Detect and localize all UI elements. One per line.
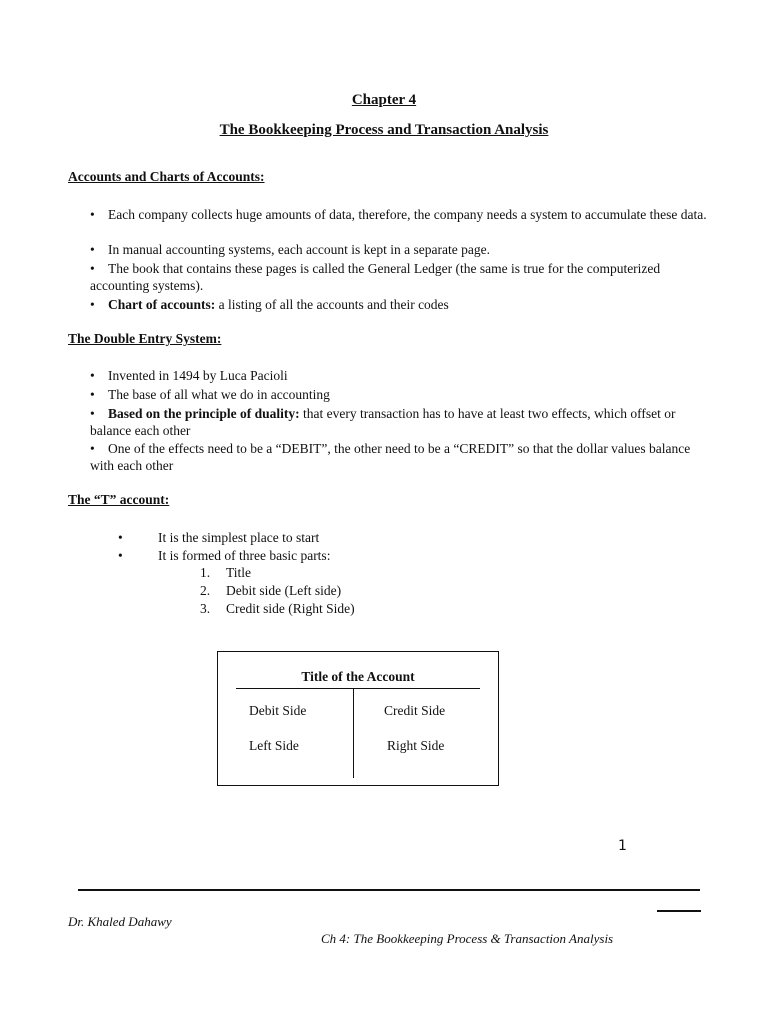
footer-divider-short [657, 910, 701, 912]
t-account-horizontal-line [236, 688, 480, 689]
numbered-item [200, 582, 341, 599]
term-label: Based on the principle of duality: [108, 406, 300, 421]
item-number: 3. [200, 601, 211, 616]
left-side-label: Left Side [249, 738, 299, 753]
bullet-icon: • [90, 207, 95, 222]
list-item [90, 367, 710, 384]
list-item [118, 529, 638, 546]
item-number: 1. [200, 565, 211, 580]
list-item-text: In manual accounting systems, each account is kept in a separate page. [108, 242, 490, 257]
bullet-icon: • [118, 530, 123, 545]
list-item-text: Invented in 1494 by Luca Pacioli [108, 368, 288, 383]
chapter-title: Chapter 4 [351, 92, 417, 108]
list-item [90, 241, 710, 258]
right-side-label: Right Side [387, 738, 445, 753]
item-number: 2. [200, 583, 211, 598]
section-heading-t-account: The “T” account: [68, 492, 170, 507]
footer-divider [78, 889, 700, 891]
list-item-text: It is the simplest place to start [158, 530, 320, 545]
list-item [90, 405, 710, 439]
t-account-vertical-line [353, 689, 354, 778]
bullet-icon: • [90, 387, 95, 402]
document-title: The Bookkeeping Process and Transaction Analysis [219, 122, 549, 138]
bullet-icon: • [90, 406, 95, 421]
list-item-text: that every transaction has to have at least two effects, which offset or balance each other [90, 406, 676, 438]
bullet-icon: • [118, 548, 123, 563]
numbered-item-text: Debit side (Left side) [226, 583, 342, 598]
section-heading-accounts: Accounts and Charts of Accounts: [68, 169, 265, 184]
list-item-text: The base of all what we do in accounting [108, 387, 330, 402]
page-number: 1 [618, 838, 627, 854]
list-item-text: One of the effects need to be a “DEBIT”, the other need to be a “CREDIT” so that the dollar values balance with each other [90, 441, 691, 473]
bullet-icon: • [90, 261, 95, 276]
list-item [118, 547, 638, 564]
list-item [90, 386, 710, 403]
list-item-text: Each company collects huge amounts of data, therefore, the company needs a system to accumulate these data. [108, 207, 707, 222]
t-account-title: Title of the Account [301, 669, 415, 684]
bullet-icon: • [90, 441, 95, 456]
bullet-icon: • [90, 368, 95, 383]
credit-side-label: Credit Side [384, 703, 446, 718]
bullet-icon: • [90, 297, 95, 312]
debit-side-label: Debit Side [249, 703, 307, 718]
list-item [90, 206, 710, 223]
footer-chapter-ref: Ch 4: The Bookkeeping Process & Transaction Analysis [321, 931, 614, 946]
numbered-item [200, 564, 251, 581]
numbered-item [200, 600, 355, 617]
list-item-text: a listing of all the accounts and their codes [215, 297, 449, 312]
term-label: Chart of accounts: [108, 297, 216, 312]
numbered-item-text: Title [226, 565, 252, 580]
bullet-icon: • [90, 242, 95, 257]
numbered-item-text: Credit side (Right Side) [226, 601, 355, 616]
list-item [90, 260, 710, 294]
list-item [90, 440, 710, 474]
section-heading-double-entry: The Double Entry System: [68, 331, 222, 346]
footer-author: Dr. Khaled Dahawy [68, 914, 172, 929]
t-account-diagram [217, 651, 499, 786]
list-item-text: The book that contains these pages is called the General Ledger (the same is true for the computerized accounting systems). [90, 261, 661, 293]
list-item-text: It is formed of three basic parts: [158, 548, 331, 563]
list-item [90, 296, 710, 313]
